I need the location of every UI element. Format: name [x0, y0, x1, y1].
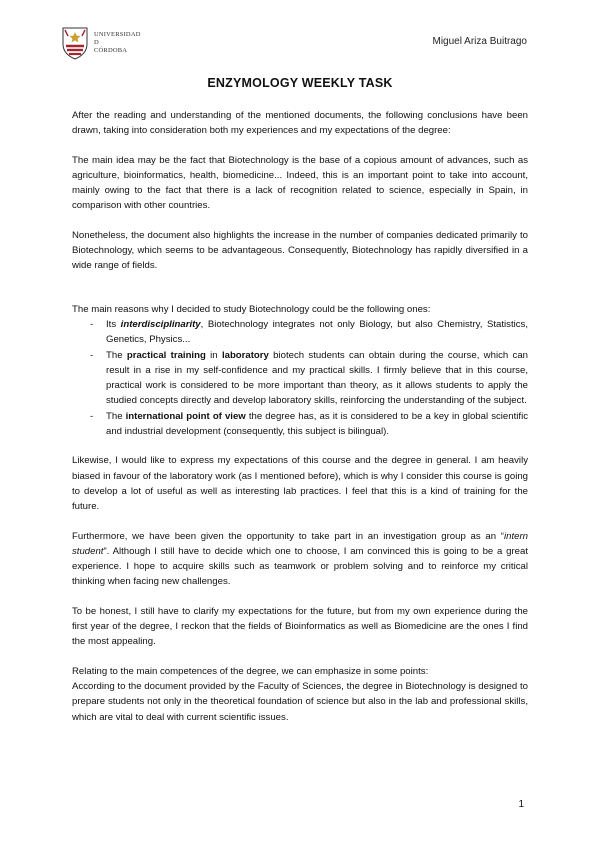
list-item: - The international point of view the degree has, as it is considered to be a key in global scientific and industrial development (consequently, this subject is bilingual). [90, 410, 528, 438]
paragraph-faculty: According to the document provided by the Faculty of Sciences, the degree in Biotechnology is designed to prepare students not only in the theoretical foundation of science but also in the lab and professional skills, which are vital to deal with current scientific issues. [72, 680, 528, 723]
list-item: - Its interdisciplinarity, Biotechnology integrates not only Biology, but also Chemistry, Statistics, Genetics, Physics... [90, 318, 528, 346]
author-name: Miguel Ariza Buitrago [432, 36, 527, 47]
paragraph-intro: After the reading and understanding of the mentioned documents, the following conclusions have been drawn, taking into consideration both my experiences and my expectations of the degree: [72, 110, 528, 137]
list-item: - The practical training in laboratory biotech students can obtain during the course, which can result in a rise in my self-confidence and my practical skills. I firmly believe that in this course, practical work is considered to be more important than theory, as it allows students to apply the studied concepts directly and develop laboratory skills, reinforcing the understanding of the subject. [90, 349, 528, 407]
document-body [72, 108, 528, 725]
logo-line: D [94, 39, 99, 46]
page-number: 1 [518, 799, 524, 810]
logo-wordmark [94, 31, 141, 55]
paragraph-future: To be honest, I still have to clarify my expectations for the future, but from my own experience during the first year of the degree, I reckon that the fields of Bioinformatics as well as Biomedicine are the ones I find the most appealing. [72, 605, 528, 648]
reasons-list [72, 317, 528, 439]
logo-line: UNIVERSIDAD [94, 31, 141, 38]
paragraph-expectations: Likewise, I would like to express my expectations of this course and the degree in general. I am heavily biased in favour of the laboratory work (as I mentioned before), which is why I consider this course is going to develop a lot of useful as well as interesting lab practices. I feel that this is a kind of training for the future. [72, 455, 528, 513]
bold-text: laboratory [221, 349, 269, 361]
bullet-dash: - [90, 349, 94, 361]
university-logo [60, 24, 160, 62]
bullet-dash: - [90, 318, 94, 330]
emphasis-text: interdisciplinarity [120, 318, 201, 330]
university-crest-icon [60, 26, 90, 60]
emphasis-text: intern student [72, 530, 528, 557]
bold-text: practical training [126, 349, 206, 361]
bold-text: international point of view [125, 410, 246, 422]
logo-line: CÓRDOBA [94, 47, 128, 54]
paragraph-companies: Nonetheless, the document also highlights the increase in the number of companies dedicated primarily to Biotechnology, which seems to be advantageous. Consequently, Biotechnology has rapidly diversified in a wide range of fields. [72, 229, 528, 272]
document-title: ENZYMOLOGY WEEKLY TASK [207, 76, 393, 90]
bullet-dash: - [90, 410, 94, 422]
paragraph-investigation-group: Furthermore, we have been given the opportunity to take part in an investigation group as an “intern student”. Although I still have to decide which one to choose, I am convinced this is going to be a great experience. I hope to acquire skills such as teamwork or problem solving and to reinforce my critical thinking when facing new challenges. [72, 530, 528, 588]
paragraph-reasons-intro: The main reasons why I decided to study Biotechnology could be the following ones: [72, 303, 431, 315]
paragraph-main-idea: The main idea may be the fact that Biotechnology is the base of a copious amount of advances, such as agriculture, bioinformatics, health, biomedicine... Indeed, this is an important point to take into account, mainly owing to the fact that there is a lack of recognition related to science, especially in Spain, in comparison with other countries. [72, 154, 528, 212]
paragraph-competences: Relating to the main competences of the degree, we can emphasize in some points: [72, 665, 429, 677]
